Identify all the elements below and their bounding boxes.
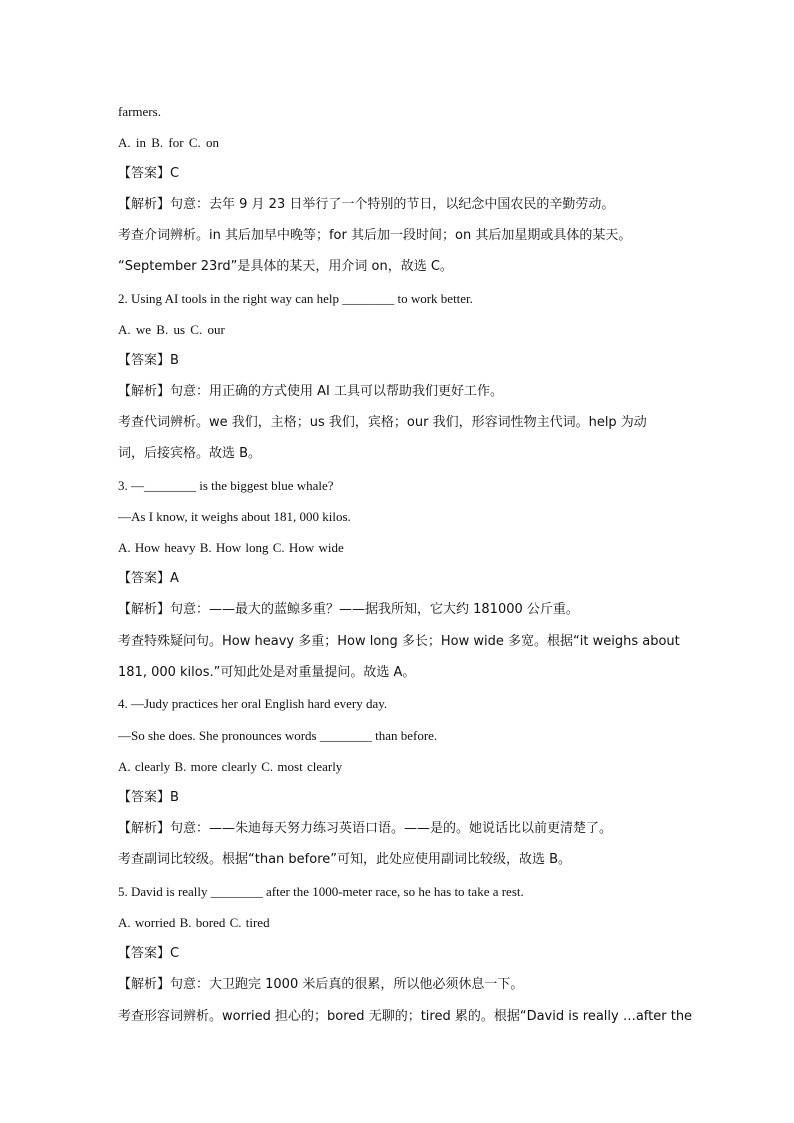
options-line: A. How heavy B. How long C. How wide: [118, 540, 344, 555]
answer-line: 【答案】A: [118, 571, 179, 586]
explanation-line: 【解析】句意：——最大的蓝鲸多重？——据我所知，它大约 181000 公斤重。: [118, 602, 579, 617]
text-line: —So she does. She pronounces words ________ than before.: [118, 728, 438, 743]
text-line: “September 23rd”是具体的某天，用介词 on，故选 C。: [118, 259, 453, 274]
question-line: 3. —________ is the biggest blue whale?: [118, 478, 334, 493]
question-line: 5. David is really ________ after the 1000-meter race, so he has to take a rest.: [118, 884, 524, 899]
text-line: farmers.: [118, 104, 161, 119]
text-line: 考查形容词辨析。worried 担心的；bored 无聊的；tired 累的。根据“David is really …after the: [118, 1009, 693, 1024]
answer-line: 【答案】B: [118, 790, 179, 805]
options-line: A. we B. us C. our: [118, 322, 225, 337]
options-line: A. worried B. bored C. tired: [118, 915, 270, 930]
text-line: —As I know, it weighs about 181, 000 kilos.: [118, 509, 351, 524]
text-line: 181, 000 kilos.”可知此处是对重量提问。故选 A。: [118, 665, 416, 680]
text-line: 考查副词比较级。根据“than before”可知，此处应使用副词比较级，故选 B。: [118, 852, 572, 867]
text-line: 考查特殊疑问句。How heavy 多重；How long 多长；How wide 多宽。根据“it weighs about: [118, 634, 680, 649]
answer-line: 【答案】B: [118, 353, 179, 368]
explanation-line: 【解析】句意：——朱迪每天努力练习英语口语。——是的。她说话比以前更清楚了。: [118, 821, 613, 836]
text-line: 考查代词辨析。we 我们，主格；us 我们，宾格；our 我们，形容词性物主代词。help 为动: [118, 415, 647, 430]
explanation-line: 【解析】句意：去年 9 月 23 日举行了一个特别的节日，以纪念中国农民的辛勤劳动。: [118, 197, 615, 212]
question-line: 2. Using AI tools in the right way can help ________ to work better.: [118, 291, 473, 306]
options-line: A. in B. for C. on: [118, 135, 219, 150]
question-line: 4. —Judy practices her oral English hard every day.: [118, 696, 388, 711]
text-line: 考查介词辨析。in 其后加早中晚等；for 其后加一段时间；on 其后加星期或具体的某天。: [118, 228, 632, 243]
explanation-line: 【解析】句意：大卫跑完 1000 米后真的很累，所以他必须休息一下。: [118, 977, 524, 992]
text-line: 词，后接宾格。故选 B。: [118, 446, 262, 461]
options-line: A. clearly B. more clearly C. most clearly: [118, 759, 343, 774]
answer-line: 【答案】C: [118, 166, 180, 181]
explanation-line: 【解析】句意：用正确的方式使用 AI 工具可以帮助我们更好工作。: [118, 384, 503, 399]
answer-line: 【答案】C: [118, 946, 180, 961]
